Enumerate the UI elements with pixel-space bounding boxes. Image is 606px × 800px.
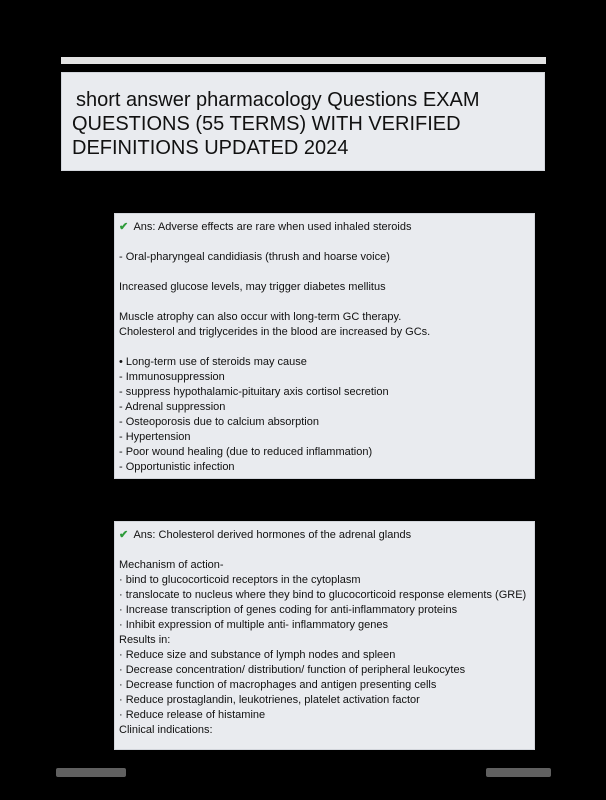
card-line	[119, 265, 530, 280]
card-line: · Inhibit expression of multiple anti- inflammatory genes	[119, 619, 389, 631]
card-line: - Osteoporosis due to calcium absorption	[119, 416, 319, 428]
card-line: Cholesterol and triglycerides in the blood are increased by GCs.	[119, 326, 431, 338]
card-line	[119, 340, 530, 355]
card-line: Increased glucose levels, may trigger diabetes mellitus	[119, 281, 386, 293]
card-line: - Hypertension	[119, 431, 191, 443]
card-line: · Reduce release of histamine	[119, 709, 266, 721]
card-line: Clinical indications:	[119, 724, 213, 736]
card-line: · Decrease concentration/ distribution/ function of peripheral leukocytes	[119, 664, 466, 676]
card-line: · translocate to nucleus where they bind to glucocorticoid response elements (GRE)	[119, 589, 527, 601]
answer-text: Ans: Adverse effects are rare when used inhaled steroids	[133, 221, 412, 233]
card-line: - suppress hypothalamic-pituitary axis cortisol secretion	[119, 386, 389, 398]
card-line	[119, 295, 530, 310]
card-line: • Long-term use of steroids may cause	[119, 356, 307, 368]
card-line: - Poor wound healing (due to reduced inflammation)	[119, 446, 373, 458]
title-line-1: short answer pharmacology Questions EXAM	[76, 89, 480, 111]
check-icon: ✔	[119, 529, 129, 541]
top-divider	[61, 57, 546, 64]
card-line: - Immunosuppression	[119, 371, 225, 383]
card-line: - Adrenal suppression	[119, 401, 226, 413]
answer-row	[119, 528, 530, 543]
card-line: · Reduce prostaglandin, leukotrienes, platelet activation factor	[119, 694, 420, 706]
card-line: Mechanism of action-	[119, 559, 224, 571]
footer-site-watermark	[56, 768, 126, 777]
card-line: · Reduce size and substance of lymph nodes and spleen	[119, 649, 396, 661]
title-line-2: QUESTIONS (55 TERMS) WITH VERIFIED	[72, 113, 461, 135]
answer-card-2	[114, 521, 535, 750]
card-line: · bind to glucocorticoid receptors in the cytoplasm	[119, 574, 361, 586]
card-line: Results in:	[119, 634, 171, 646]
card-line: - Oral-pharyngeal candidiasis (thrush and hoarse voice)	[119, 251, 390, 263]
card-line: · Increase transcription of genes coding for anti-inflammatory proteins	[119, 604, 458, 616]
answer-row	[119, 220, 530, 235]
title-line-3: DEFINITIONS UPDATED 2024	[72, 137, 349, 159]
check-icon: ✔	[119, 221, 129, 233]
card-line: · Decrease function of macrophages and antigen presenting cells	[119, 679, 437, 691]
card-line: - Opportunistic infection	[119, 461, 235, 473]
document-title	[72, 88, 534, 160]
title-box	[61, 72, 545, 171]
answer-text: Ans: Cholesterol derived hormones of the adrenal glands	[133, 529, 412, 541]
card-line	[119, 543, 530, 558]
card-line	[119, 235, 530, 250]
answer-card-1	[114, 213, 535, 479]
footer-page-number	[486, 768, 551, 777]
card-line: Muscle atrophy can also occur with long-term GC therapy.	[119, 311, 402, 323]
